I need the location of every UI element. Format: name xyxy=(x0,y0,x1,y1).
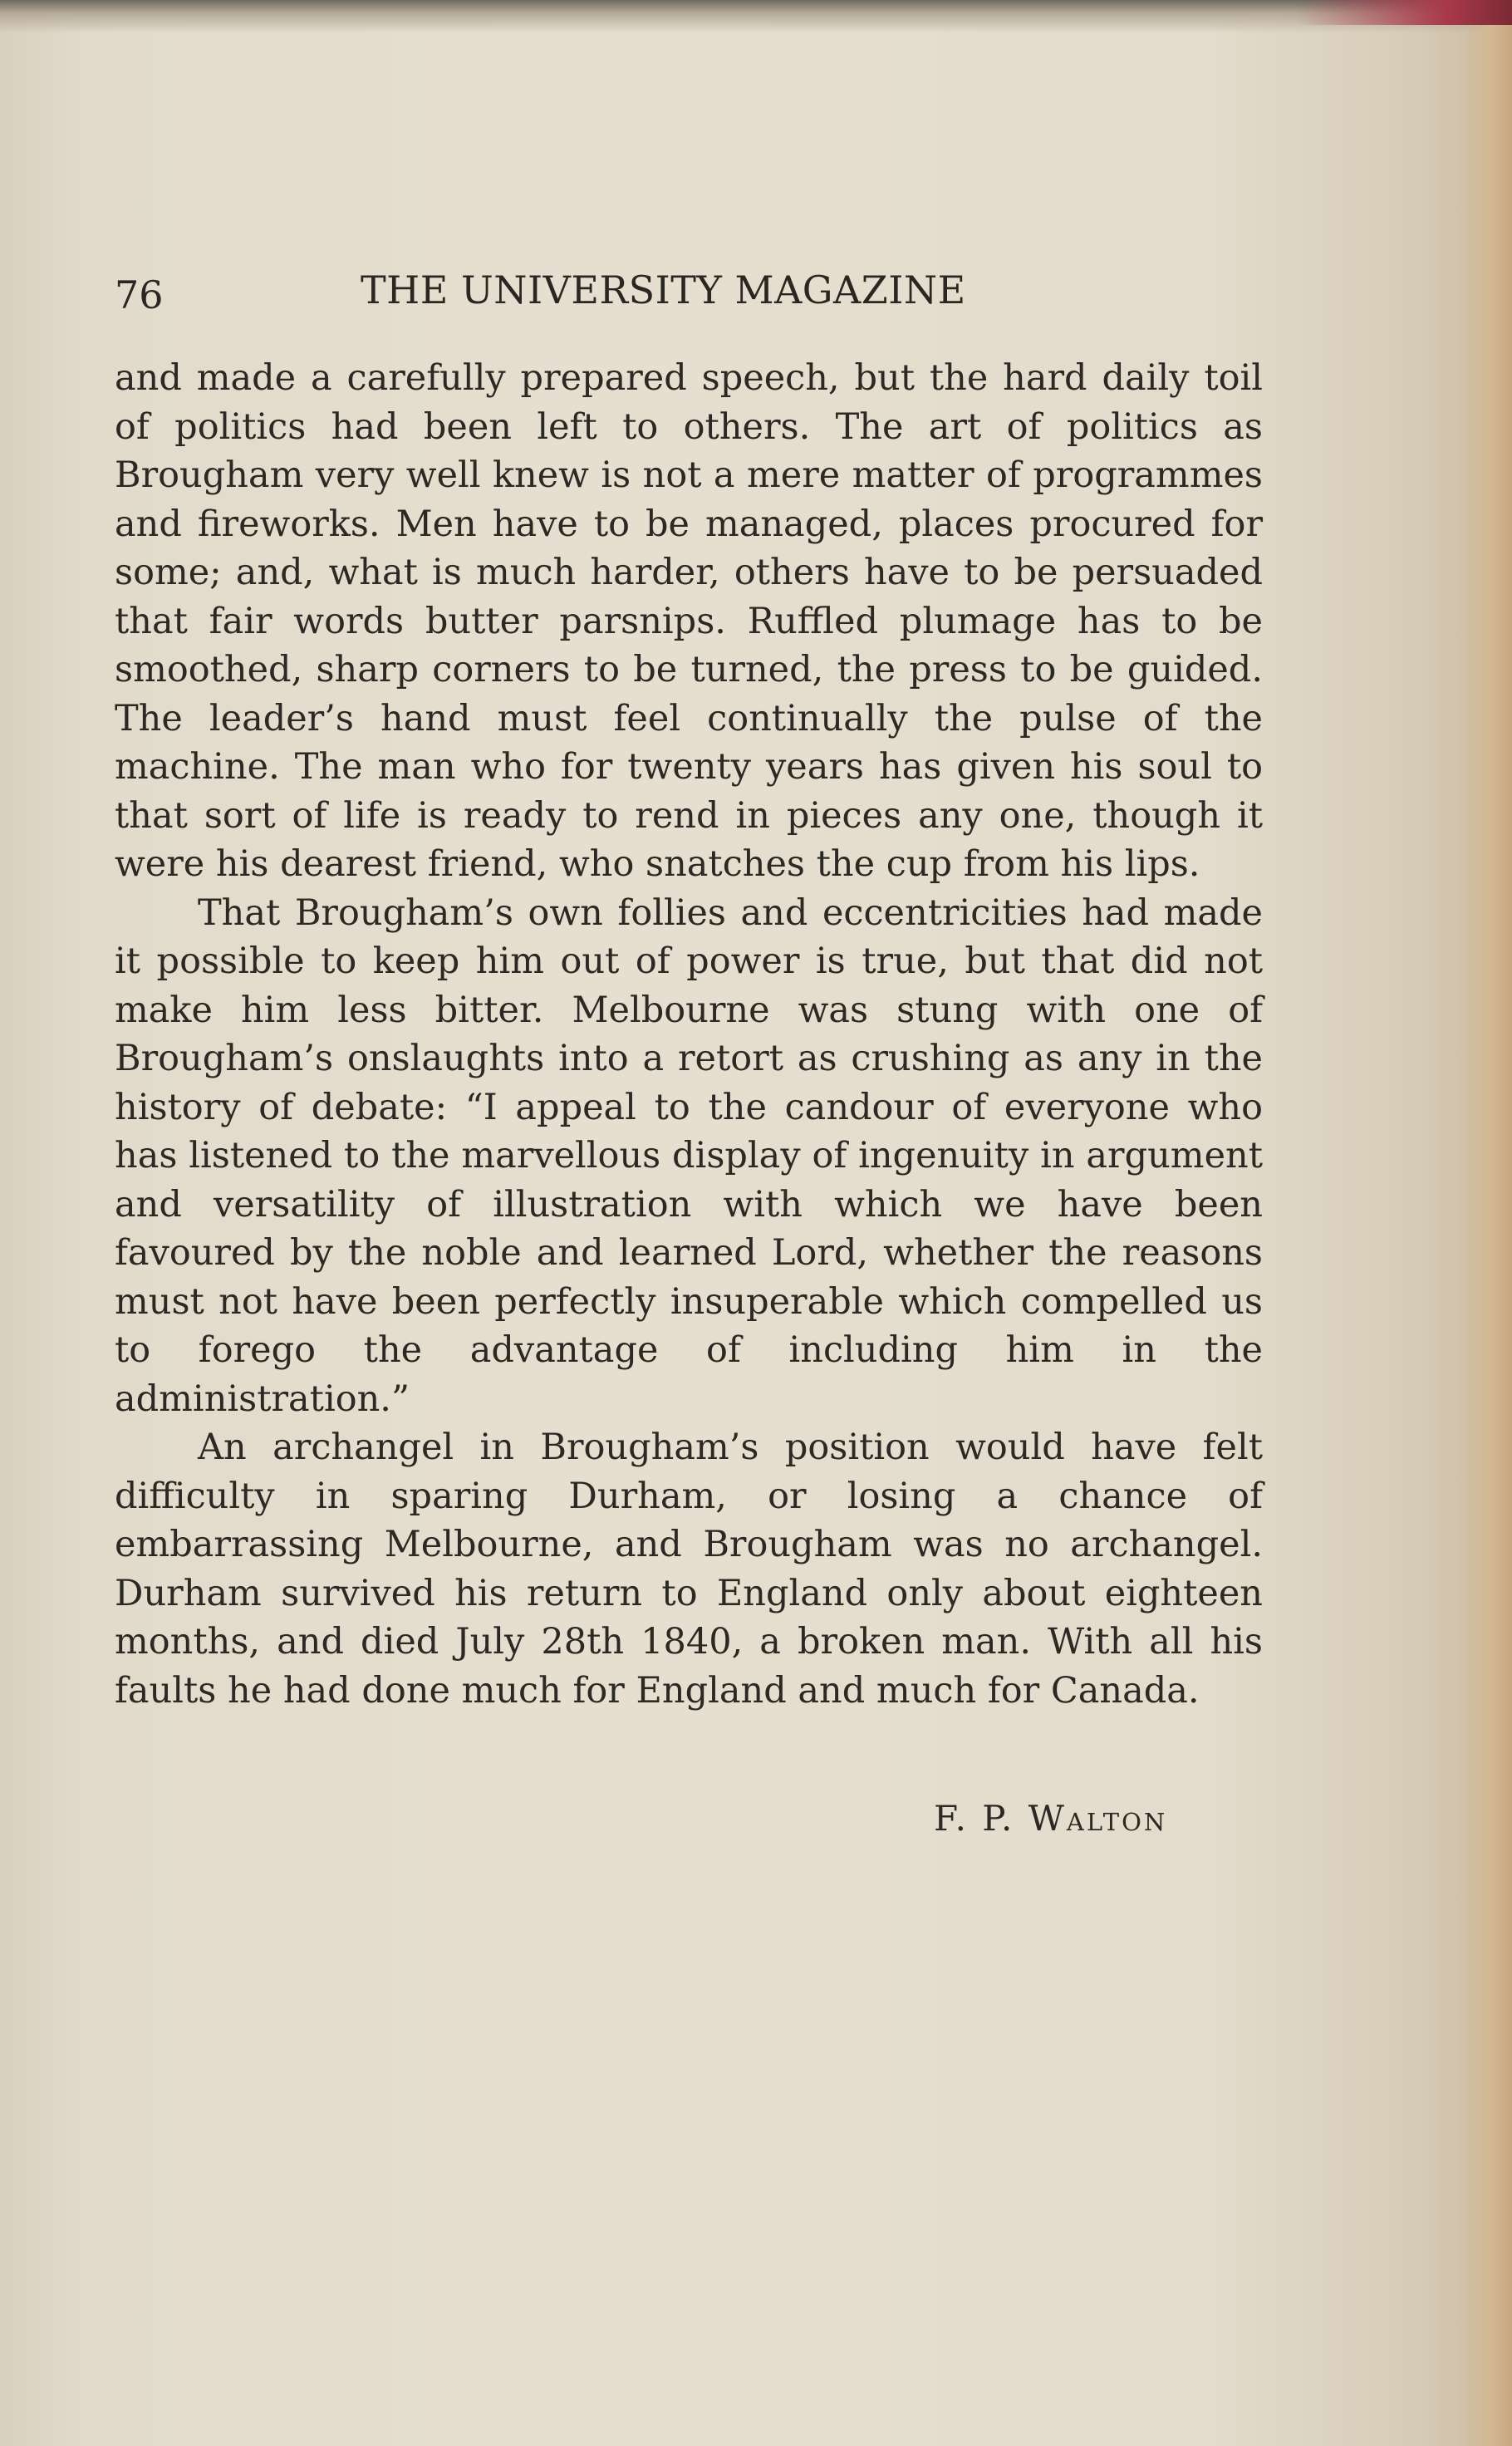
book-edge-red xyxy=(1296,0,1512,25)
page-right-edge xyxy=(1462,0,1512,2446)
page-top-shadow xyxy=(0,0,1512,33)
page-header xyxy=(115,264,1261,331)
running-head: THE UNIVERSITY MAGAZINE xyxy=(361,268,966,312)
page-number: 76 xyxy=(115,273,164,317)
paragraph: and made a carefully prepared speech, but the hard daily toil of politics had been left to others. The art of politics as Brougham very well knew is not a mere matter of programmes and fireworks. Men have to be managed, places procured for some; and, what is much harder, others have to be persuaded that fair words butter parsnips. Ruffled plumage has to be smoothed, sharp corners to be turned, the press to be guided. The leader’s hand must feel continually the pulse of the machine. The man who for twenty years has given his soul to that sort of life is ready to rend in pieces any one, though it were his dearest friend, who snatches the cup from his lips. xyxy=(115,357,1263,885)
body-text xyxy=(115,354,1263,1715)
author-signature: F. P. Walton xyxy=(934,1798,1168,1839)
paragraph: That Brougham’s own follies and eccentricities had made it possible to keep him out of power is true, but that did not make him less bitter. Melbourne was stung with one of Brougham’s onslaughts into a retort as crushing as any in the history of debate: “I appeal to the candour of everyone who has listened to the marvellous display of ingenuity in argument and versatility of illustration with which we have been favoured by the noble and learned Lord, whether the reasons must not have been perfectly insuperable which compelled us to forego the advantage of including him in the administration.” xyxy=(115,891,1263,1420)
paragraph: An archangel in Brougham’s position would have felt difficulty in sparing Durham, or losing a chance of embarrassing Melbourne, and Brougham was no archangel. Durham survived his return to England only about eighteen months, and died July 28th 1840, a broken man. With all his faults he had done much for England and much for Canada. xyxy=(115,1427,1263,1712)
